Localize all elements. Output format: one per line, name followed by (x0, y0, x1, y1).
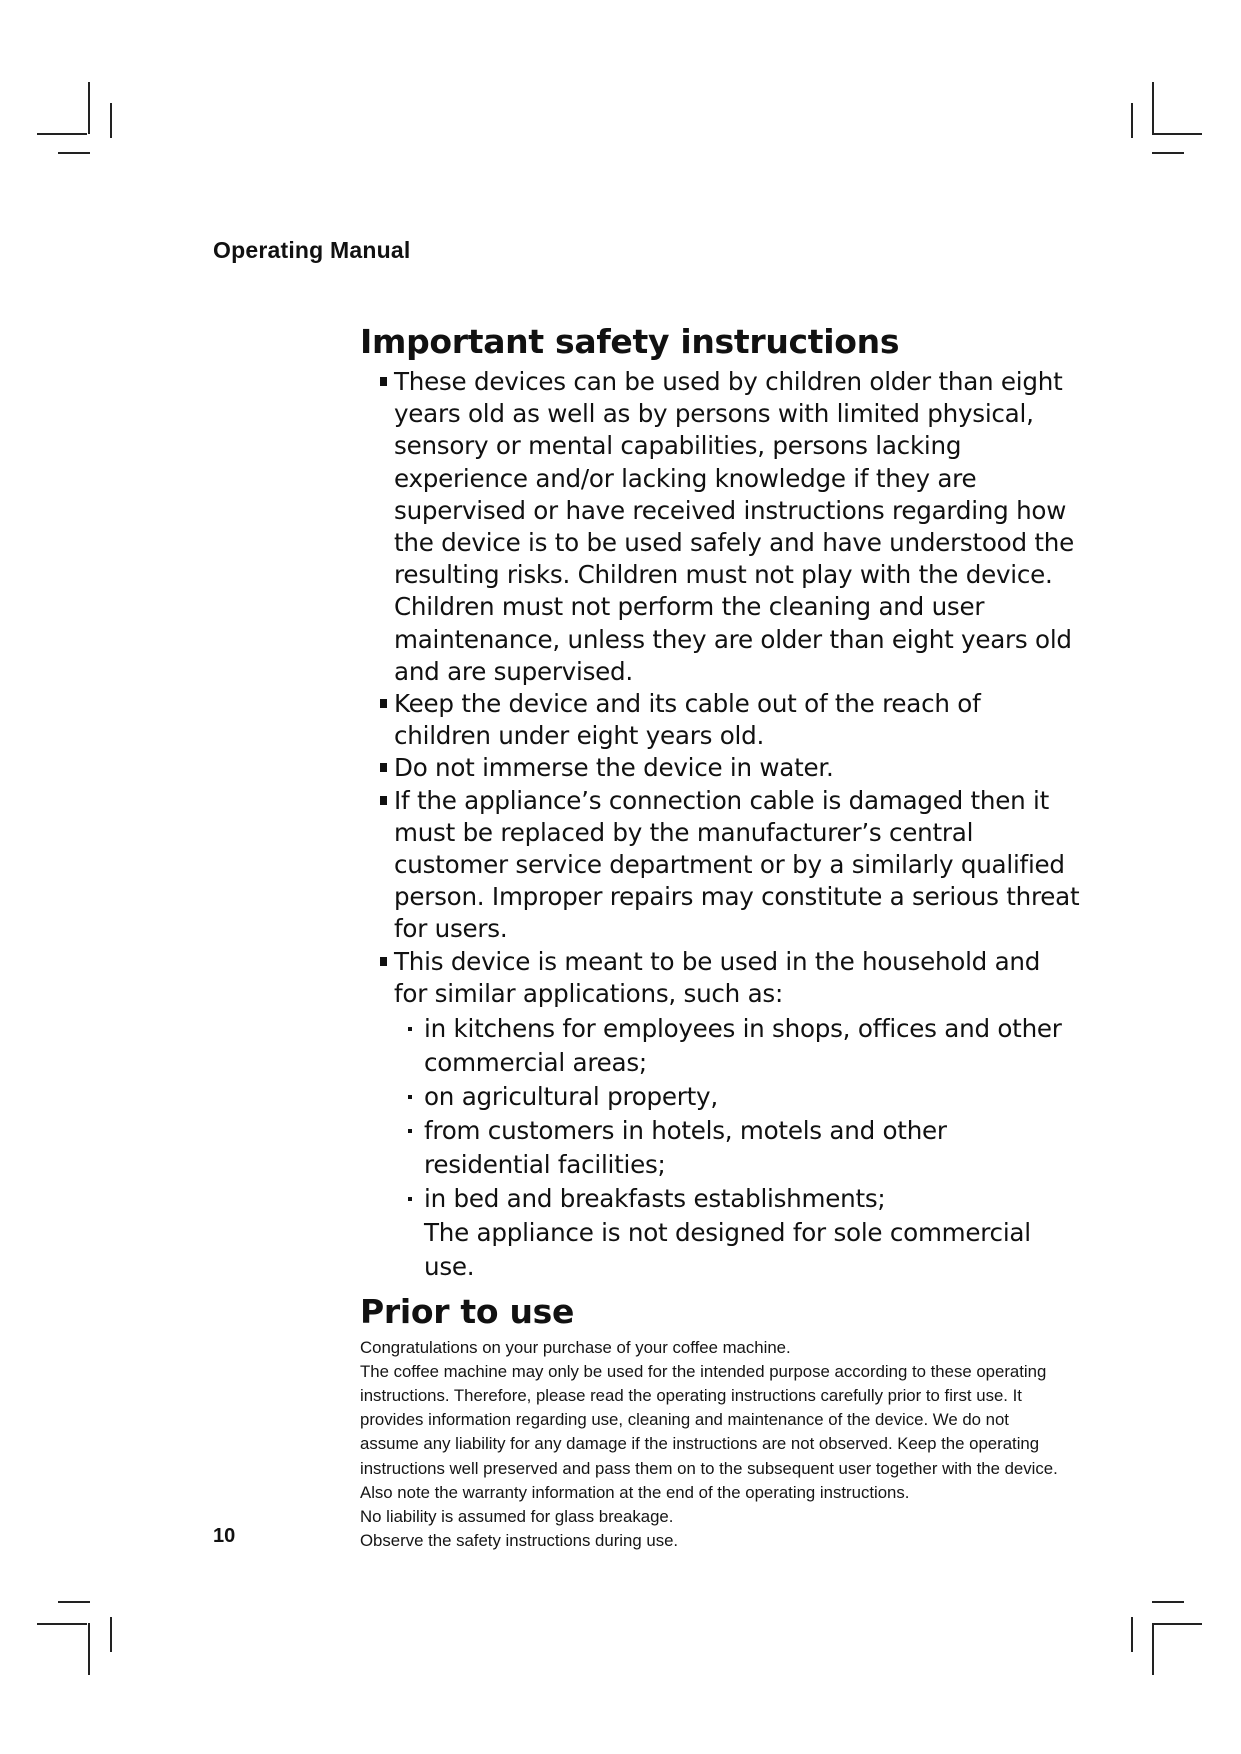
closing-note: The appliance is not designed for sole commercial use. (424, 1218, 1031, 1282)
main-content (360, 318, 1080, 1553)
paragraph: The coffee machine may only be used for the intended purpose according to these operating instructions. Therefore, please read the operating instructions carefully prior to first use. It provides information regarding use, cleaning and maintenance of the device. We do not assume any liability for any damage if the instructions are not observed. Keep the operating instructions well preserved and pass them on to the subsequent user together with the device. Also note the warranty information at the end of the operating instructions. (360, 1362, 1058, 1502)
dot-bullet-icon (408, 1197, 412, 1201)
application-sublist (360, 1012, 1080, 1216)
list-item: Keep the device and its cable out of the reach of children under eight years old. (360, 688, 1080, 752)
sub-list-item: in kitchens for employees in shops, offices and other commercial areas; (408, 1012, 1080, 1080)
crop-mark (110, 1617, 112, 1652)
crop-mark (58, 152, 90, 154)
crop-mark (1152, 1601, 1184, 1603)
crop-mark (88, 82, 90, 134)
crop-mark (1152, 82, 1154, 134)
paragraph: No liability is assumed for glass breakage. (360, 1506, 674, 1526)
square-bullet-icon (380, 699, 387, 708)
crop-mark (1152, 1623, 1154, 1675)
list-item: This device is meant to be used in the household and for similar applications, such as: (360, 946, 1080, 1010)
list-item: These devices can be used by children older than eight years old as well as by persons with limited physical, sensory or mental capabilities, persons lacking experience and/or lacking knowledge if they are supervised or have received instructions regarding how the device is to be used safely and have understood the resulting risks. Children must not play with the device. Children must not perform the cleaning and user maintenance, unless they are older than eight years old and are supervised. (360, 366, 1080, 688)
crop-mark (37, 133, 87, 135)
safety-heading: Important safety instructions (360, 322, 900, 361)
dot-bullet-icon (408, 1129, 412, 1133)
sub-list-item: on agricultural property, (408, 1080, 1080, 1114)
square-bullet-icon (380, 377, 387, 386)
running-header: Operating Manual (213, 237, 411, 263)
crop-mark (58, 1601, 90, 1603)
crop-mark (1152, 152, 1184, 154)
page-number: 10 (213, 1525, 236, 1547)
crop-mark (1131, 1617, 1133, 1652)
dot-bullet-icon (408, 1095, 412, 1099)
square-bullet-icon (380, 796, 387, 805)
crop-mark (37, 1623, 87, 1625)
crop-mark (1152, 133, 1202, 135)
safety-list (360, 366, 1080, 1010)
crop-mark (110, 103, 112, 138)
square-bullet-icon (380, 763, 387, 772)
paragraph: Congratulations on your purchase of your coffee machine. (360, 1338, 791, 1358)
crop-mark (1131, 103, 1133, 138)
sub-list-item: from customers in hotels, motels and other residential facilities; (408, 1114, 1080, 1182)
paragraph: Observe the safety instructions during use. (360, 1530, 679, 1550)
sub-list-item: in bed and breakfasts establishments; (408, 1182, 1080, 1216)
dot-bullet-icon (408, 1027, 412, 1031)
prior-heading: Prior to use (360, 1292, 575, 1332)
crop-mark (1152, 1623, 1202, 1625)
square-bullet-icon (380, 957, 387, 966)
crop-mark (88, 1623, 90, 1675)
list-item: If the appliance’s connection cable is damaged then it must be replaced by the manufacturer’s central customer service department or by a similarly qualified person. Improper repairs may constitute a serious threat for users. (360, 785, 1080, 946)
list-item: Do not immerse the device in water. (360, 752, 1080, 784)
